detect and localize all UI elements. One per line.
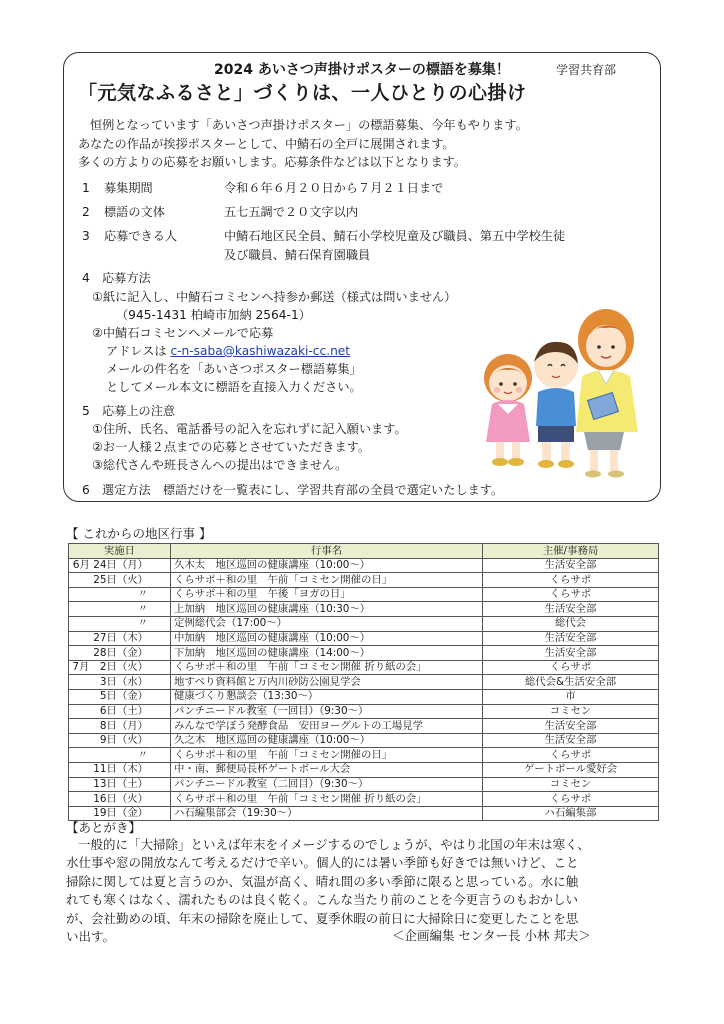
table-row bbox=[69, 762, 659, 777]
cell-event: みんなで学ぼう発酵食品 安田ヨーグルトの工場見学 bbox=[171, 719, 483, 734]
table-row bbox=[69, 631, 659, 646]
cell-date: 16日（火） bbox=[69, 792, 171, 807]
item-value: 中鯖石地区民全員、鯖石小学校児童及び職員、第五中学校生徒 bbox=[224, 229, 566, 243]
email-subject-instruction: メールの件名を「あいさつポスター標語募集」 bbox=[106, 362, 362, 376]
column-header-event: 行事名 bbox=[171, 544, 483, 559]
column-header-organizer: 主催/事務局 bbox=[483, 544, 659, 559]
condition-item-eligibility bbox=[82, 227, 565, 264]
item-value: 令和６年６月２０日から７月２１日まで bbox=[224, 181, 444, 195]
afterword-line: 水仕事や窓の開放なんて考えるだけで辛い。個人的には暑い季節も好きでは無いけど、こと bbox=[66, 855, 579, 871]
cell-date: 〃 bbox=[69, 602, 171, 617]
cell-event: パンチニードル教室（二回目）（9:30～） bbox=[171, 777, 483, 792]
table-row bbox=[69, 660, 659, 675]
table-row bbox=[69, 689, 659, 704]
cell-event: 定例総代会（17:00～） bbox=[171, 616, 483, 631]
method-heading: 4 応募方法 bbox=[82, 271, 151, 285]
cell-organizer: コミセン bbox=[483, 704, 659, 719]
table-row bbox=[69, 616, 659, 631]
cell-date: 11日（木） bbox=[69, 762, 171, 777]
events-section-title: 【 これからの地区行事 】 bbox=[66, 526, 212, 541]
item-value-cont: 及び職員、鯖石保育園職員 bbox=[224, 247, 371, 262]
events-table bbox=[68, 543, 659, 821]
item-label: 標語の文体 bbox=[104, 205, 165, 219]
cell-organizer: 生活安全部 bbox=[483, 602, 659, 617]
intro-line: 恒例となっています「あいさつ声掛けポスター」の標語募集、今年もやります。 bbox=[90, 118, 528, 132]
notice-title: 2024 あいさつ声掛けポスターの標語を募集！ bbox=[214, 62, 510, 78]
afterword-line: 一般的に「大掃除」といえば年末をイメージするのでしょうが、やはり北国の年末は寒く、 bbox=[78, 837, 590, 852]
table-row bbox=[69, 719, 659, 734]
notice-intro bbox=[78, 116, 528, 172]
cell-event: パンチニードル教室（一回目）（9:30～） bbox=[171, 704, 483, 719]
cell-date: 13日（土） bbox=[69, 777, 171, 792]
note-line: ③総代さんや班長さんへの提出はできません。 bbox=[92, 458, 348, 472]
afterword-line: 掃除に関しては夏と言うのか、気温が高く、晴れ間の多い季節に限ると思っている。水に触 bbox=[66, 873, 579, 889]
cell-date: 25日（火） bbox=[69, 573, 171, 588]
notice-department: 学習共育部 bbox=[556, 63, 617, 77]
cell-organizer: 総代会&生活安全部 bbox=[483, 675, 659, 690]
cell-event: 中・南、郵便局長杯ゲートボール大会 bbox=[171, 762, 483, 777]
afterword-title: 【あとがき】 bbox=[66, 820, 142, 835]
cell-organizer: 生活安全部 bbox=[483, 733, 659, 748]
cell-event: 中加納 地区巡回の健康講座（10:00～） bbox=[171, 631, 483, 646]
cell-organizer: くらサポ bbox=[483, 573, 659, 588]
selection-method: 6 選定方法 標語だけを一覧表にし、学習共育部の全員で選定いたします。 bbox=[82, 483, 504, 497]
cell-date: 〃 bbox=[69, 748, 171, 763]
cell-organizer: くらサポ bbox=[483, 748, 659, 763]
table-row bbox=[69, 792, 659, 807]
table-row bbox=[69, 733, 659, 748]
method-address: （945-1431 柏崎市加納 2564-1） bbox=[116, 308, 311, 322]
table-row bbox=[69, 587, 659, 602]
cell-date: 28日（金） bbox=[69, 646, 171, 661]
cell-organizer: くらサポ bbox=[483, 792, 659, 807]
events-table-body bbox=[69, 558, 659, 821]
cell-event: くらサポ＋和の里 午前「コミセン開催の日」 bbox=[171, 573, 483, 588]
cell-organizer: ゲートボール愛好会 bbox=[483, 762, 659, 777]
cell-event: 健康づくり懇談会（13:30～） bbox=[171, 689, 483, 704]
cell-organizer: 生活安全部 bbox=[483, 558, 659, 573]
cell-event: 久木太 地区巡回の健康講座（10:00～） bbox=[171, 558, 483, 573]
afterword-line: い出す。 bbox=[66, 929, 116, 945]
afterword-line: れても寒くはなく、濡れたものは良く乾く。こんな当たり前のことを今更言うのもおかしい bbox=[66, 892, 579, 908]
cell-organizer: 生活安全部 bbox=[483, 646, 659, 661]
intro-line: あなたの作品が挨拶ポスターとして、中鯖石の全戸に展開されます。 bbox=[78, 136, 455, 151]
table-row bbox=[69, 777, 659, 792]
cell-organizer: 市 bbox=[483, 689, 659, 704]
cell-organizer: 総代会 bbox=[483, 616, 659, 631]
cell-event: くらサポ＋和の里 午前「コミセン開催の日」 bbox=[171, 748, 483, 763]
email-prefix: アドレスは bbox=[106, 344, 167, 358]
email-address-line bbox=[106, 342, 350, 361]
cell-date: 8日（月） bbox=[69, 719, 171, 734]
afterword-signature: ＜企画編集 センター長 小林 邦夫＞ bbox=[392, 928, 591, 943]
cell-event: くらサポ＋和の里 午前「コミセン開催 折り紙の会」 bbox=[171, 792, 483, 807]
table-row bbox=[69, 704, 659, 719]
email-body-instruction: としてメール本文に標語を直接入力ください。 bbox=[106, 380, 362, 394]
cell-organizer: 生活安全部 bbox=[483, 719, 659, 734]
item-label: 募集期間 bbox=[104, 181, 153, 195]
cell-date: 3日（水） bbox=[69, 675, 171, 690]
notes-heading: 5 応募上の注意 bbox=[82, 404, 176, 418]
cell-date: 27日（木） bbox=[69, 631, 171, 646]
note-line: ②お一人様２点までの応募とさせていただきます。 bbox=[92, 440, 371, 454]
cell-organizer: くらサポ bbox=[483, 660, 659, 675]
cell-date: 5日（金） bbox=[69, 689, 171, 704]
cell-event: 久之木 地区巡回の健康講座（10:00～） bbox=[171, 733, 483, 748]
method-email: ②中鯖石コミセンへメールで応募 bbox=[92, 326, 274, 340]
teacher-figure bbox=[576, 309, 638, 478]
cell-event: ハ石編集部会（19:30～） bbox=[171, 806, 483, 821]
cell-event: 下加納 地区巡回の健康講座（14:00～） bbox=[171, 646, 483, 661]
table-row bbox=[69, 558, 659, 573]
table-row bbox=[69, 675, 659, 690]
children-and-teacher-illustration bbox=[478, 300, 654, 480]
cell-organizer: コミセン bbox=[483, 777, 659, 792]
cell-organizer: 生活安全部 bbox=[483, 631, 659, 646]
table-row bbox=[69, 748, 659, 763]
note-line: ①住所、氏名、電話番号の記入を忘れずに記入願います。 bbox=[92, 422, 407, 436]
item-number: 3 bbox=[82, 229, 90, 243]
item-number: 2 bbox=[82, 205, 90, 219]
cell-date: 6日（土） bbox=[69, 704, 171, 719]
cell-date: 6月 24日（月） bbox=[69, 558, 171, 573]
item-value: 五七五調で２０文字以内 bbox=[224, 205, 359, 219]
condition-item-style bbox=[82, 203, 358, 222]
table-row bbox=[69, 646, 659, 661]
table-row bbox=[69, 806, 659, 821]
method-paper: ①紙に記入し、中鯖石コミセンへ持参か郵送（様式は問いません） bbox=[92, 290, 457, 304]
cell-date: 19日（金） bbox=[69, 806, 171, 821]
item-label: 応募できる人 bbox=[104, 229, 178, 243]
cell-date: 7月 2日（火） bbox=[69, 660, 171, 675]
notice-headline: 「元気なふるさと」づくりは、一人ひとりの心掛け bbox=[78, 82, 527, 104]
cell-organizer: くらサポ bbox=[483, 587, 659, 602]
cell-organizer: ハ石編集部 bbox=[483, 806, 659, 821]
email-link[interactable]: c-n-saba@kashiwazaki-cc.net bbox=[170, 344, 351, 358]
cell-date: 〃 bbox=[69, 616, 171, 631]
column-header-date: 実施日 bbox=[69, 544, 171, 559]
item-number: 1 bbox=[82, 181, 90, 195]
cell-event: 上加納 地区巡回の健康講座（10:30～） bbox=[171, 602, 483, 617]
cell-event: くらサポ＋和の里 午前「コミセン開催 折り紙の会」 bbox=[171, 660, 483, 675]
girl-figure bbox=[484, 354, 532, 466]
cell-date: 9日（火） bbox=[69, 733, 171, 748]
table-row bbox=[69, 602, 659, 617]
table-row bbox=[69, 573, 659, 588]
afterword-line: が、会社勤めの頃、年末の掃除を廃止して、夏季休暇の前日に大掃除日に変更したことを思 bbox=[66, 910, 579, 926]
intro-line: 多くの方よりの応募をお願いします。応募条件などは以下となります。 bbox=[78, 155, 467, 169]
cell-date: 〃 bbox=[69, 587, 171, 602]
table-header-row bbox=[69, 544, 659, 559]
boy-figure bbox=[534, 342, 578, 468]
cell-event: くらサポ＋和の里 午後「ヨガの日」 bbox=[171, 587, 483, 602]
condition-item-period bbox=[82, 179, 443, 198]
cell-event: 地すべり資料館と万内川砂防公園見学会 bbox=[171, 675, 483, 690]
